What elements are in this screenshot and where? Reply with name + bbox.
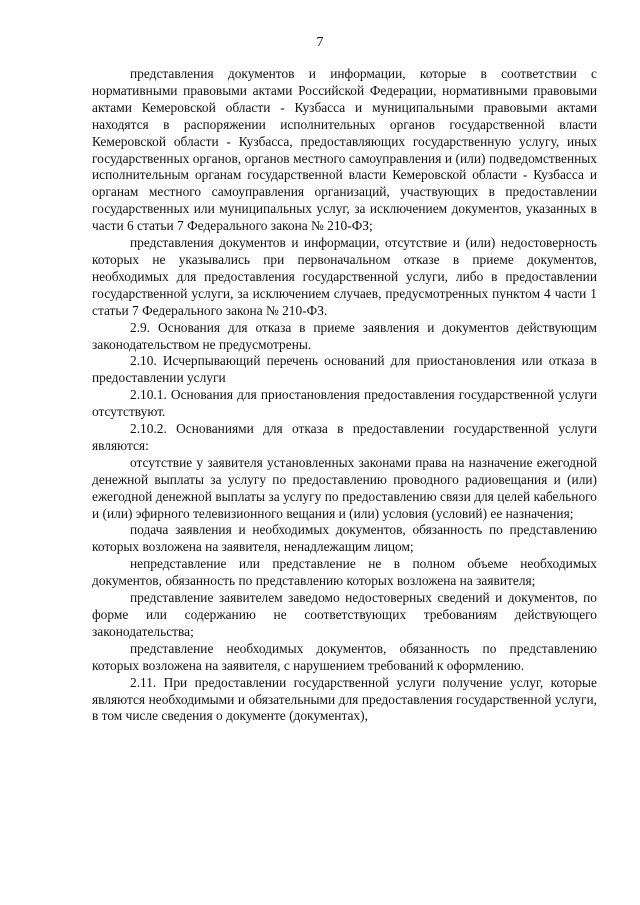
refusal-ground-formatting-violation: представление необходимых документов, обязанность по представлению которых возложена на заявителя, с нарушением требований к оформлению.: [92, 640, 597, 673]
refusal-ground-incomplete-documents: непредставление или представление не в полном объеме необходимых документов, обязанность по представлению которых возложена на заявителя;: [92, 556, 597, 589]
paragraph-2-10: 2.10. Исчерпывающий перечень оснований для приостановления или отказа в предоставлении услуги: [92, 353, 597, 386]
paragraph-2-10-1: 2.10.1. Основания для приостановления предоставления государственной услуги отсутствуют.: [92, 387, 597, 420]
refusal-ground-no-right: отсутствие у заявителя установленных законами права на назначение ежегодной денежной выплаты за услугу по предоставлению проводного радиовещания и (или) ежегодной денежной выплаты за услугу по предоставлению связи для целей кабельного и (или) эфирного телевизионного вещания и (или) условия (условий) ее назначения;: [92, 454, 597, 521]
paragraph-2-11: 2.11. При предоставлении государственной услуги получение услуг, которые являются необходимыми и обязательными для предоставления государственной услуги, в том числе сведения о документе (документах),: [92, 674, 597, 724]
document-body: [92, 66, 597, 725]
refusal-ground-false-information: представление заявителем заведомо недостоверных сведений и документов, по форме или содержанию не соответствующих требованиям действующего законодательства;: [92, 590, 597, 639]
paragraph-2-9: 2.9. Основания для отказа в приеме заявления и документов действующим законодательством не предусмотрены.: [92, 319, 597, 352]
page-number: 7: [316, 35, 324, 50]
paragraph-documents-unreliability: представления документов и информации, отсутствие и (или) недостоверность которых не указывались при первоначальном отказе в приеме документов, необходимых для предоставления государственной услуги, либо в предоставлении государственной услуги, за исключением случаев, предусмотренных пунктом 4 части 1 статьи 7 Федерального закона № 210-ФЗ.: [92, 235, 597, 318]
paragraph-2-10-2: 2.10.2. Основаниями для отказа в предоставлении государственной услуги являются:: [92, 421, 597, 453]
paragraph-documents-in-possession: представления документов и информации, которые в соответствии с нормативными правовыми актами Российской Федерации, нормативными правовыми актами Кемеровской области - Кузбасса и муниципальными правовыми актами находятся в распоряжении исполнительных органов государственной власти Кемеровской области - Кузбасса, предоставляющих государственную услугу, иных государственных органов, органов местного самоуправления и (или) подведомственных исполнительным органам государственной власти Кемеровской области - Кузбасса и органам местного самоуправления организаций, участвующих в предоставлении государственных или муниципальных услуг, за исключением документов, указанных в части 6 статьи 7 Федерального закона № 210-ФЗ;: [92, 66, 597, 234]
refusal-ground-improper-person: подача заявления и необходимых документов, обязанность по представлению которых возложена на заявителя, ненадлежащим лицом;: [92, 522, 597, 555]
